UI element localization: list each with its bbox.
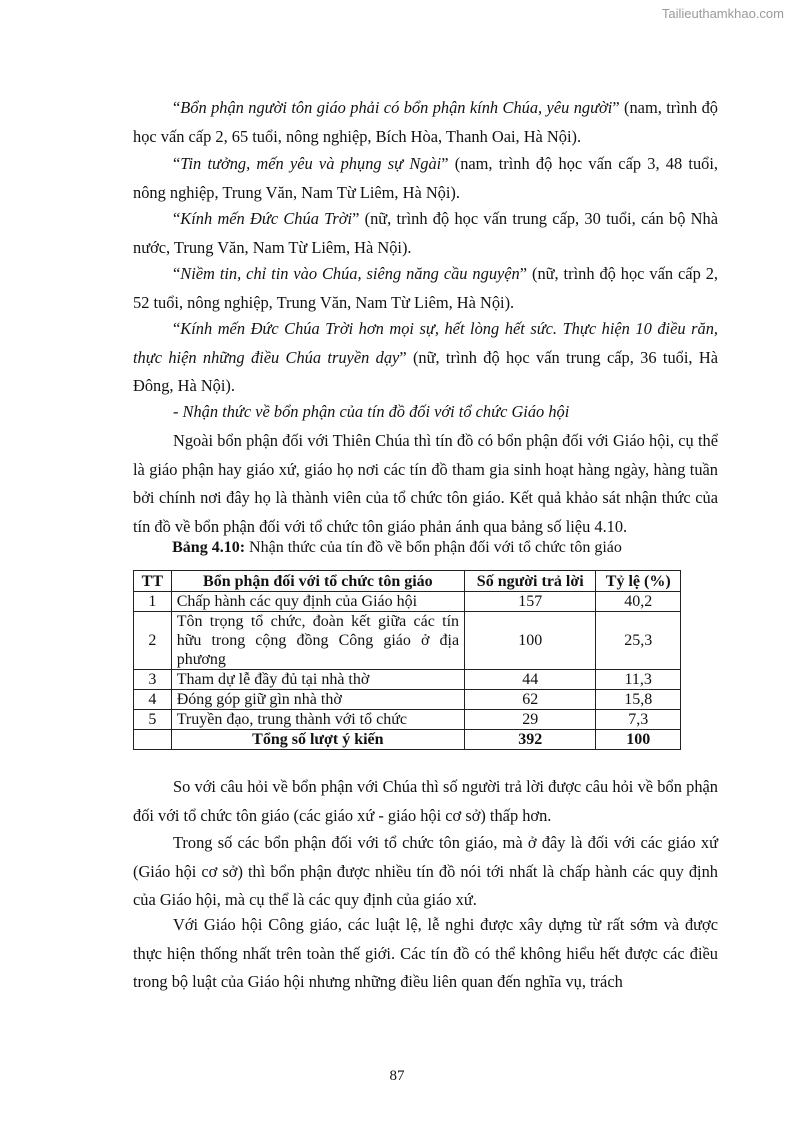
paragraph-1: So với câu hỏi về bổn phận với Chúa thì số người trả lời được câu hỏi về bổn phận đối với tổ chức tôn giáo (các giáo xứ - giáo hội cơ sở) thấp hơn. bbox=[133, 777, 718, 825]
intro-paragraph: Ngoài bổn phận đối với Thiên Chúa thì tín đồ có bổn phận đối với Giáo hội, cụ thể là giáo phận hay giáo xứ, giáo họ nơi các tín đồ tham gia sinh hoạt hàng ngày, hàng tuần bởi chính nơi đây họ là thành viên của tổ chức tôn giáo. Kết quả khảo sát nhận thức của tín đồ về bổn phận đối với tổ chức tôn giáo phản ánh qua bảng số liệu 4.10. bbox=[133, 431, 718, 536]
row-pct: 7,3 bbox=[596, 710, 681, 730]
header-duty: Bổn phận đối với tổ chức tôn giáo bbox=[171, 571, 464, 592]
row-count: 44 bbox=[465, 670, 596, 690]
total-pct: 100 bbox=[596, 730, 681, 750]
table-total-row bbox=[134, 730, 681, 750]
row-count: 62 bbox=[465, 690, 596, 710]
total-count: 392 bbox=[465, 730, 596, 750]
row-duty: Tham dự lễ đầy đủ tại nhà thờ bbox=[171, 670, 464, 690]
row-duty: Tôn trọng tổ chức, đoàn kết giữa các tín hữu trong cộng đồng Công giáo ở địa phương bbox=[171, 612, 464, 670]
row-pct: 11,3 bbox=[596, 670, 681, 690]
quote-2: “Tin tưởng, mến yêu và phụng sự Ngài” (nam, trình độ học vấn cấp 3, 48 tuổi, nông nghiệp, Trung Văn, Nam Từ Liêm, Hà Nội). bbox=[133, 154, 718, 202]
table-row bbox=[134, 710, 681, 730]
header-tt: TT bbox=[134, 571, 172, 592]
header-count: Số người trả lời bbox=[465, 571, 596, 592]
row-duty: Chấp hành các quy định của Giáo hội bbox=[171, 592, 464, 612]
header-pct: Tỷ lệ (%) bbox=[596, 571, 681, 592]
quote-4: “Niềm tin, chỉ tin vào Chúa, siêng năng cầu nguyện” (nữ, trình độ học vấn cấp 2, 52 tuổi, nông nghiệp, Trung Văn, Nam Từ Liêm, Hà Nội). bbox=[133, 264, 718, 312]
row-tt: 4 bbox=[134, 690, 172, 710]
table-row bbox=[134, 670, 681, 690]
total-label: Tổng số lượt ý kiến bbox=[171, 730, 464, 750]
row-count: 29 bbox=[465, 710, 596, 730]
quote-3: “Kính mến Đức Chúa Trời” (nữ, trình độ học vấn trung cấp, 30 tuổi, cán bộ Nhà nước, Trung Văn, Nam Từ Liêm, Hà Nội). bbox=[133, 209, 718, 257]
quote-1: “Bổn phận người tôn giáo phải có bổn phận kính Chúa, yêu người” (nam, trình độ học vấn cấp 2, 65 tuổi, nông nghiệp, Bích Hòa, Thanh Oai, Hà Nội). bbox=[133, 98, 718, 146]
table-row bbox=[134, 592, 681, 612]
quote-5: “Kính mến Đức Chúa Trời hơn mọi sự, hết lòng hết sức. Thực hiện 10 điều răn, thực hiện những điều Chúa truyền dạy” (nữ, trình độ học vấn trung cấp, 36 tuổi, Hà Đông, Hà Nội). bbox=[133, 319, 718, 395]
row-tt: 1 bbox=[134, 592, 172, 612]
row-count: 100 bbox=[465, 612, 596, 670]
watermark: Tailieuthamkhao.com bbox=[661, 6, 784, 21]
table-header-row bbox=[134, 571, 681, 592]
paragraph-3: Với Giáo hội Công giáo, các luật lệ, lễ nghi được xây dựng từ rất sớm và được thực hiện thống nhất trên toàn thế giới. Các tín đồ có thể không hiểu hết được các điều trong bộ luật của Giáo hội nhưng những điều liên quan đến nghĩa vụ, trách bbox=[133, 915, 718, 991]
table-row bbox=[134, 612, 681, 670]
row-tt: 2 bbox=[134, 612, 172, 670]
total-tt bbox=[134, 730, 172, 750]
table-row bbox=[134, 690, 681, 710]
row-duty: Truyền đạo, trung thành với tổ chức bbox=[171, 710, 464, 730]
row-pct: 40,2 bbox=[596, 592, 681, 612]
data-table bbox=[133, 570, 681, 750]
row-tt: 3 bbox=[134, 670, 172, 690]
row-pct: 15,8 bbox=[596, 690, 681, 710]
page-number: 87 bbox=[389, 1068, 405, 1084]
table-caption: Bảng 4.10: Nhận thức của tín đồ về bổn phận đối với tổ chức tôn giáo bbox=[172, 539, 622, 556]
row-duty: Đóng góp giữ gìn nhà thờ bbox=[171, 690, 464, 710]
row-count: 157 bbox=[465, 592, 596, 612]
paragraph-2: Trong số các bổn phận đối với tổ chức tôn giáo, mà ở đây là đối với các giáo xứ (Giáo hội cơ sở) thì bổn phận được nhiều tín đồ nói tới nhất là chấp hành các quy định của Giáo hội, mà cụ thể là các quy định của giáo xứ. bbox=[133, 833, 718, 909]
row-pct: 25,3 bbox=[596, 612, 681, 670]
row-tt: 5 bbox=[134, 710, 172, 730]
subheading: - Nhận thức về bổn phận của tín đồ đối với tổ chức Giáo hội bbox=[173, 402, 570, 421]
